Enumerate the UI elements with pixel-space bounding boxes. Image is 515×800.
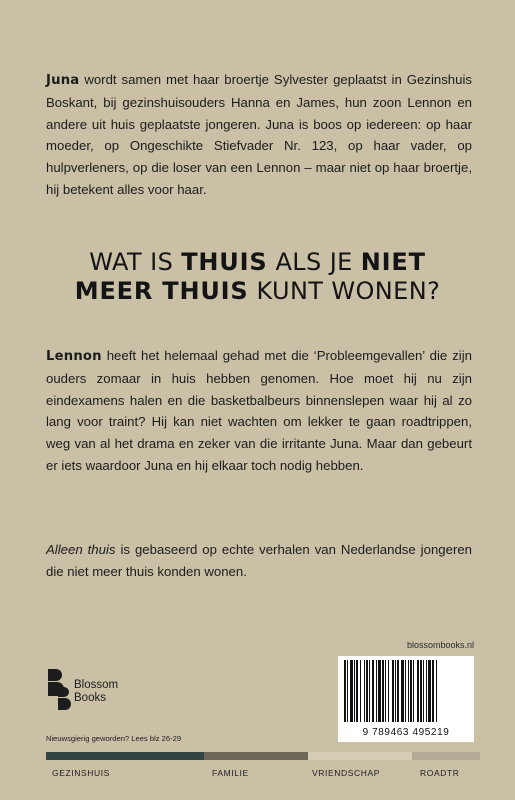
paragraph-text: heeft het helemaal gehad met die ‘Probleemgevallen’ die zijn ouders zomaar in huis hebben genomen. Hoe moet hij nu zijn eindexamens halen en die basketbalbeurs binnenslepen waar hij al zo lang voor traint? Hij kan niet wachten om lekker te gaan roadtrippen, weg van al het drama en zeker van die irritante Juna. Maar dan gebeurt er iets waardoor Juna en hij elkaar toch nodig hebben. [46, 348, 472, 473]
headline-line-2 [0, 277, 515, 306]
barcode-stripe [356, 660, 358, 722]
barcode-stripe [392, 660, 394, 722]
barcode-stripe [436, 660, 437, 722]
headline-bold: NIET [360, 248, 426, 276]
barcode-stripe [360, 660, 361, 722]
tag-bar [308, 752, 412, 760]
barcode-stripe [344, 660, 346, 722]
tag-bar [412, 752, 480, 760]
headline-bold: THUIS [181, 248, 268, 276]
paragraph-text: is gebaseerd op echte verhalen van Nederlandse jongeren die niet meer thuis konden wonen. [46, 542, 473, 579]
paragraph-text: wordt samen met haar broertje Sylvester geplaatst in Gezinshuis Boskant, bij gezinshuisouders Hanna en James, hun zoon Lennon en andere uit huis geplaatste jongeren. Juna is boos op iedereen: op haar moeder, op Ongeschikte Stiefvader Nr. 123, op haar vader, op hulpverleners, op die loser van een Lennon – maar niet op haar broertje, hij betekent alles voor haar. [46, 72, 472, 197]
tag-gezinshuis: GEZINSHUIS [52, 768, 110, 778]
tag-vriendschap: VRIENDSCHAP [312, 768, 381, 778]
publisher-name-line: Books [74, 692, 106, 704]
barcode-stripe [401, 660, 404, 722]
barcode-stripe [388, 660, 389, 722]
barcode-stripe [413, 660, 414, 722]
intro-paragraph-juna [46, 69, 472, 201]
teaser-text: Nieuwsgierig geworden? Lees blz 26-29 [46, 734, 182, 743]
barcode-stripe [423, 660, 424, 722]
headline-line-1 [0, 248, 515, 277]
headline-text: KUNT WONEN? [248, 277, 441, 305]
tag-familie: FAMILIE [212, 768, 249, 778]
publisher-logo [46, 667, 176, 717]
barcode-stripe [372, 660, 374, 722]
barcode-bars [344, 660, 468, 722]
headline-bold: MEER THUIS [74, 277, 249, 305]
barcode-stripe [364, 660, 365, 722]
tag-bar [204, 752, 308, 760]
barcode-stripe [410, 660, 412, 722]
isbn-digits: 9 789463 495219 [362, 727, 450, 738]
publisher-url: blossombooks.nl [406, 640, 474, 650]
name-juna: Juna [46, 73, 80, 88]
tag-color-bars [46, 752, 480, 760]
name-lennon: Lennon [46, 349, 102, 364]
publisher-name-line: Blossom [74, 679, 119, 691]
barcode-stripe [382, 660, 384, 722]
isbn-barcode [338, 656, 474, 742]
barcode-stripe [366, 660, 368, 722]
barcode-stripe [432, 660, 434, 722]
barcode-stripe [347, 660, 348, 722]
barcode-stripe [369, 660, 370, 722]
book-title: Alleen thuis [46, 542, 116, 557]
barcode-stripe [354, 660, 355, 722]
barcode-stripe [405, 660, 406, 722]
tag-labels [46, 768, 515, 782]
intro-paragraph-lennon [46, 345, 472, 477]
barcode-stripe [378, 660, 381, 722]
barcode-stripe [428, 660, 431, 722]
closing-paragraph [46, 539, 472, 583]
headline-text: ALS JE [267, 248, 361, 276]
barcode-stripe [420, 660, 422, 722]
publisher-name [74, 679, 118, 705]
barcode-stripe [408, 660, 409, 722]
barcode-stripe [385, 660, 386, 722]
tag-bar [46, 752, 204, 760]
barcode-stripe [376, 660, 377, 722]
barcode-stripe [417, 660, 419, 722]
headline-text: WAT IS [89, 248, 182, 276]
barcode-stripe [395, 660, 396, 722]
blossom-b-logo-icon [46, 667, 72, 717]
barcode-stripe [350, 660, 353, 722]
barcode-stripe [426, 660, 427, 722]
barcode-stripe [397, 660, 399, 722]
tag-roadtr: ROADTR [420, 768, 460, 778]
